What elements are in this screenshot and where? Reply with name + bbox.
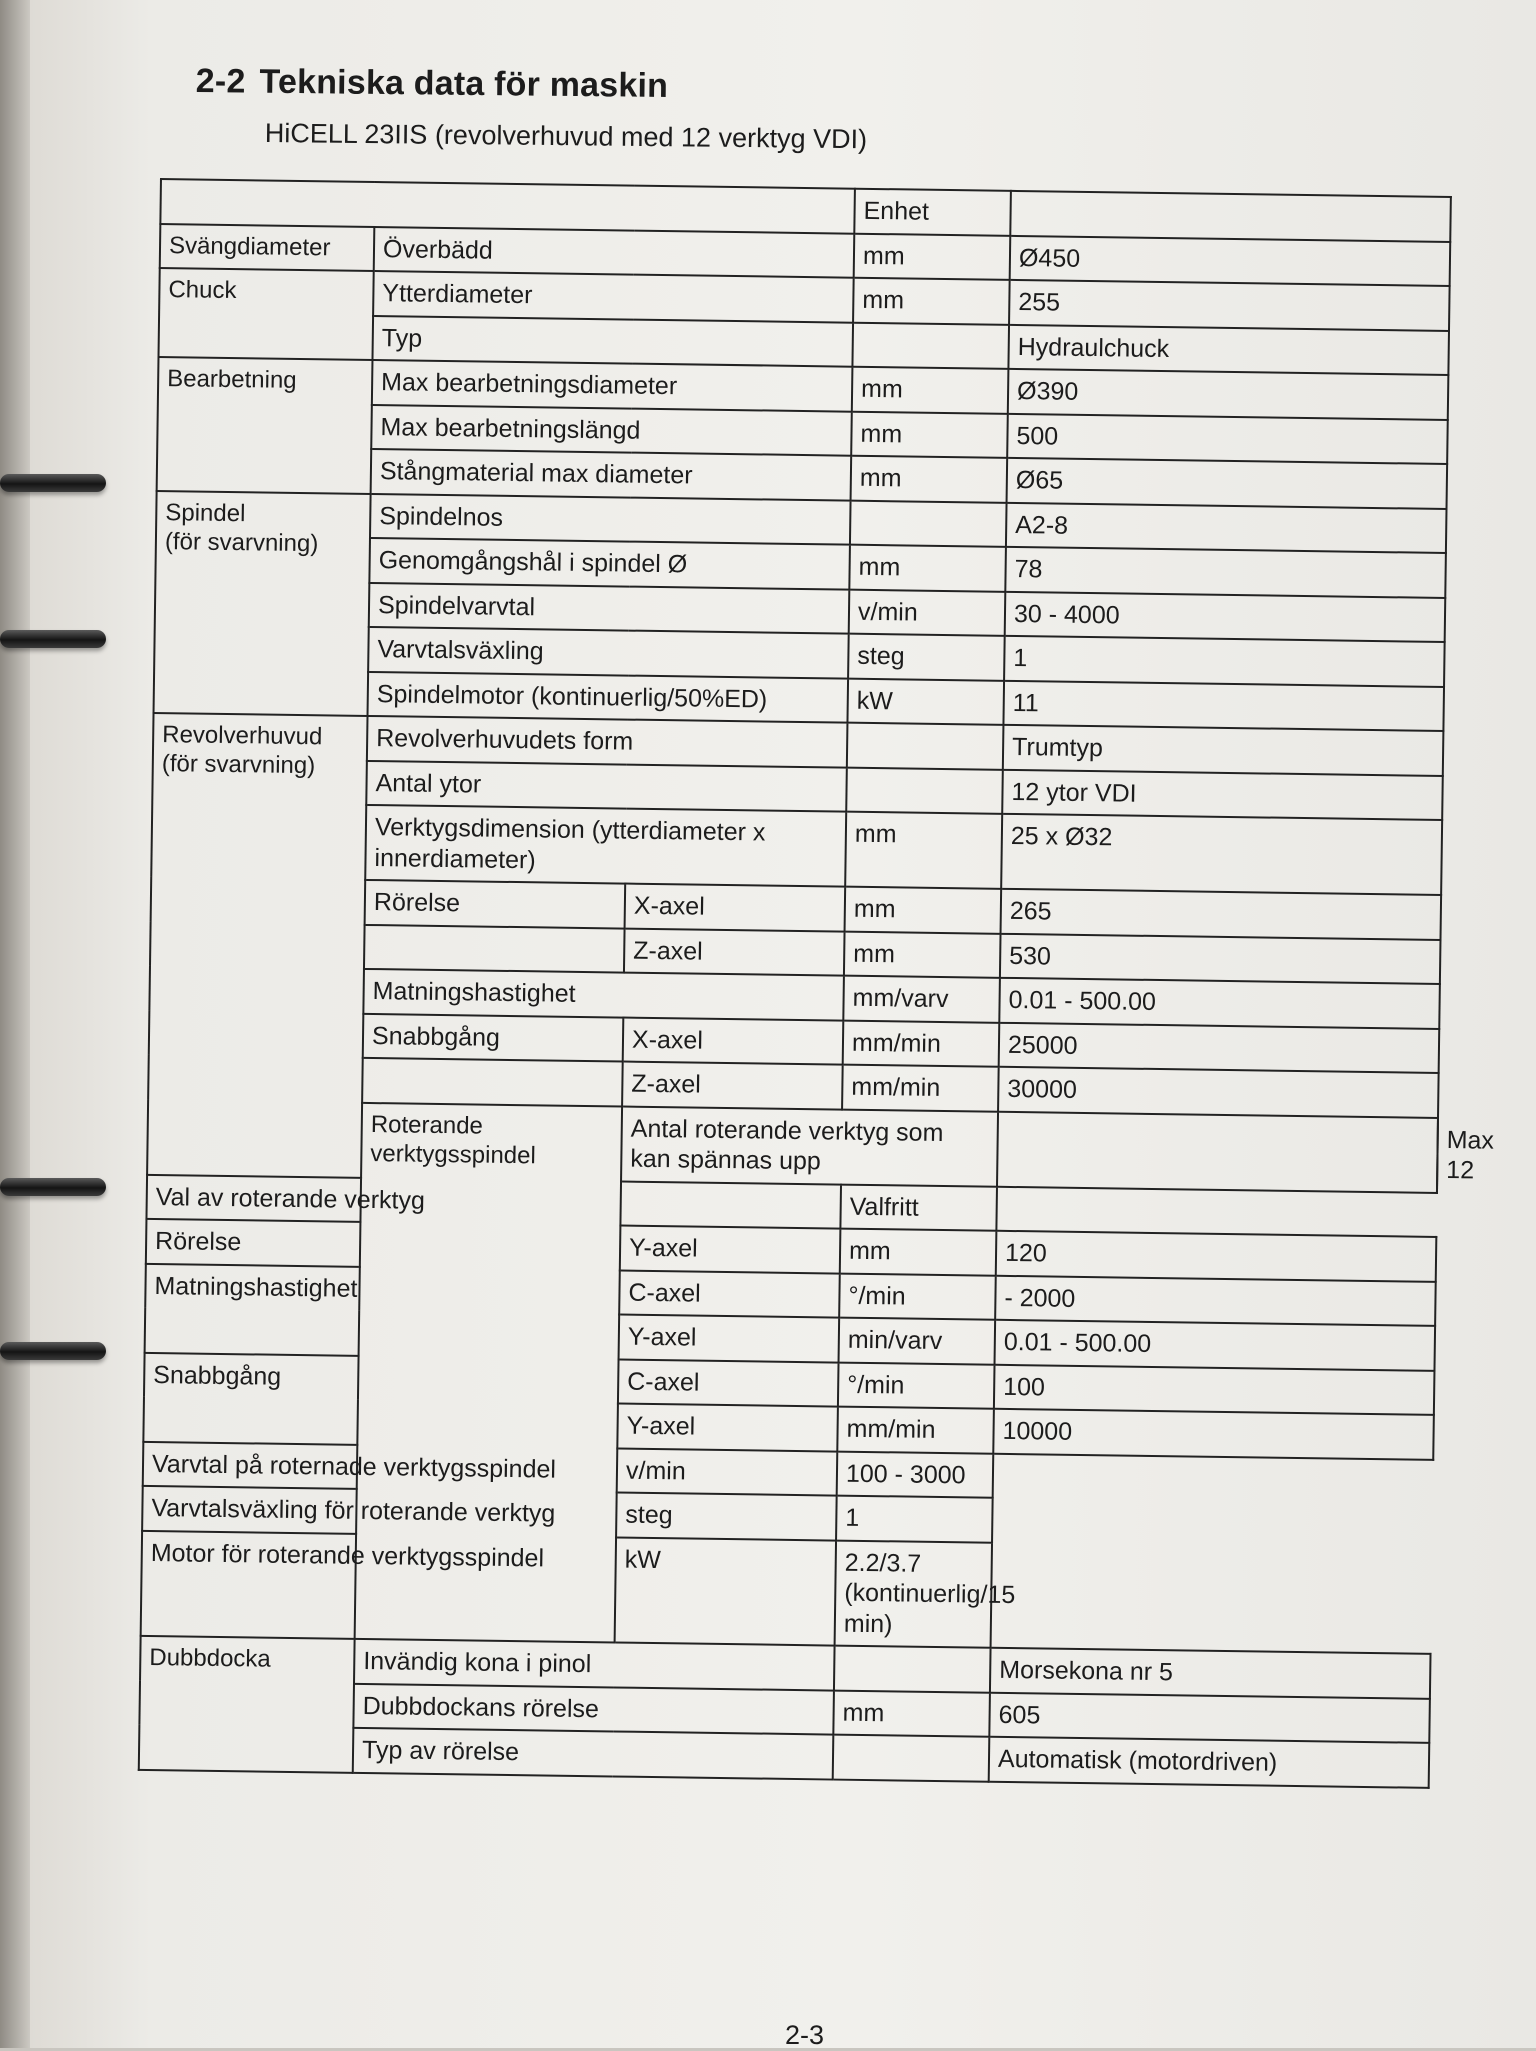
binder-ring bbox=[0, 1178, 106, 1196]
row-unit: mm bbox=[854, 233, 1011, 280]
row-label: Rörelse bbox=[146, 1219, 361, 1266]
unit-header: Enhet bbox=[854, 189, 1011, 236]
row-value: Hydraulchuck bbox=[1008, 324, 1449, 375]
axis-label: C-axel bbox=[618, 1359, 839, 1407]
row-label: Typ bbox=[372, 315, 853, 366]
row-label: Motor för roterande verktygsspindel bbox=[141, 1530, 616, 1642]
machine-model: HiCELL 23IIS (revolverhuvud med 12 verktyg VDI) bbox=[264, 118, 868, 155]
category-label-line2: verktygsspindel bbox=[370, 1139, 536, 1170]
category-label: Spindel bbox=[165, 498, 246, 527]
row-unit bbox=[620, 1181, 841, 1229]
section-heading bbox=[196, 62, 669, 106]
row-label: Antal roterande verktyg som kan spännas upp bbox=[621, 1106, 998, 1186]
row-label: Spindelmotor (kontinuerlig/50%ED) bbox=[368, 671, 849, 722]
row-label: Max bearbetningslängd bbox=[371, 404, 852, 455]
row-unit: v/min bbox=[849, 589, 1006, 636]
row-value: 100 - 3000 bbox=[837, 1451, 994, 1498]
row-label: Genomgångshål i spindel Ø bbox=[369, 538, 850, 589]
row-unit: mm bbox=[851, 456, 1008, 503]
row-unit: °/min bbox=[838, 1362, 995, 1409]
row-unit: kW bbox=[847, 678, 1004, 725]
category-label: Roterande bbox=[370, 1110, 484, 1140]
row-value: 12 ytor VDI bbox=[1002, 769, 1443, 820]
row-unit: steg bbox=[616, 1493, 837, 1541]
row-label: Varvtal på roternade verktygsspindel bbox=[143, 1441, 618, 1492]
axis-label: Y-axel bbox=[617, 1404, 838, 1452]
binder-spine bbox=[0, 0, 34, 2048]
row-unit: mm/min bbox=[837, 1407, 994, 1454]
row-unit: steg bbox=[848, 634, 1005, 681]
row-label: Antal ytor bbox=[366, 760, 847, 811]
row-label: Snabbgång bbox=[363, 1013, 624, 1061]
row-label: Stångmaterial max diameter bbox=[371, 449, 852, 500]
row-unit: mm bbox=[849, 545, 1006, 592]
row-unit: min/varv bbox=[839, 1318, 996, 1365]
section-number: 2-2 bbox=[195, 62, 246, 101]
category-sublabel: (för svarvning) bbox=[164, 527, 319, 558]
row-unit: mm bbox=[844, 931, 1001, 978]
row-value: 30000 bbox=[998, 1067, 1439, 1118]
row-value: 1 bbox=[1004, 636, 1445, 687]
row-label: Verktygsdimension (ytterdiameter x innerdiameter) bbox=[365, 805, 846, 887]
row-label: Varvtalsväxling för roterande verktyg bbox=[142, 1486, 617, 1537]
row-unit: mm bbox=[840, 1229, 997, 1276]
row-label: Rörelse bbox=[365, 880, 626, 928]
row-label: Invändig kona i pinol bbox=[354, 1639, 835, 1690]
row-unit bbox=[847, 723, 1004, 770]
row-value: 10000 bbox=[993, 1409, 1434, 1460]
row-unit: mm bbox=[845, 887, 1002, 934]
category-bearbetning: Bearbetning bbox=[157, 357, 373, 493]
row-value: 100 bbox=[994, 1364, 1435, 1415]
table-cell bbox=[1010, 191, 1451, 242]
row-label: Snabbgång bbox=[143, 1352, 358, 1444]
row-value: 2.2/3.7 (kontinuerlig/15 min) bbox=[835, 1540, 992, 1648]
row-value: 0.01 - 500.00 bbox=[999, 978, 1440, 1029]
row-label: Matningshastighet bbox=[145, 1263, 360, 1355]
row-value: - 2000 bbox=[995, 1275, 1436, 1326]
category-revolverhuvud bbox=[147, 713, 367, 1177]
row-label: Max bearbetningsdiameter bbox=[372, 360, 853, 411]
row-unit: v/min bbox=[617, 1448, 838, 1496]
row-value: 605 bbox=[989, 1692, 1430, 1743]
row-unit: mm bbox=[833, 1690, 990, 1737]
row-unit: kW bbox=[615, 1537, 836, 1646]
row-unit bbox=[834, 1646, 991, 1693]
category-spindel bbox=[154, 490, 371, 715]
row-value: 120 bbox=[996, 1231, 1437, 1282]
category-sublabel: (för svarvning) bbox=[161, 750, 316, 780]
axis-label: Z-axel bbox=[624, 928, 845, 976]
row-value: 500 bbox=[1007, 413, 1448, 464]
row-value: Ø65 bbox=[1007, 458, 1448, 509]
row-unit: mm/varv bbox=[843, 976, 1000, 1023]
category-chuck: Chuck bbox=[159, 268, 374, 360]
page-number: 2-3 bbox=[785, 2020, 825, 2050]
row-value: 255 bbox=[1009, 280, 1450, 331]
row-unit bbox=[833, 1735, 990, 1782]
row-value: 265 bbox=[1001, 889, 1442, 940]
table-cell bbox=[362, 1058, 623, 1106]
row-label: Val av roterande verktyg bbox=[146, 1174, 621, 1225]
row-label: Spindelvarvtal bbox=[369, 582, 850, 633]
row-unit: mm bbox=[852, 367, 1009, 414]
binder-ring bbox=[0, 1342, 106, 1360]
row-value: Automatisk (motordriven) bbox=[989, 1737, 1430, 1788]
binder-ring bbox=[0, 474, 106, 492]
category-label: Revolverhuvud bbox=[162, 721, 323, 751]
row-unit: mm/min bbox=[842, 1065, 999, 1112]
axis-label: Z-axel bbox=[622, 1062, 843, 1110]
row-label: Spindelnos bbox=[370, 493, 851, 544]
row-value: A2-8 bbox=[1006, 502, 1447, 553]
table-row bbox=[141, 1530, 1432, 1654]
row-value: 25000 bbox=[999, 1022, 1440, 1073]
row-unit: mm bbox=[845, 812, 1002, 889]
category-svangdiameter: Svängdiameter bbox=[160, 224, 375, 271]
row-value: 25 x Ø32 bbox=[1001, 814, 1442, 895]
row-label: Revolverhuvudets form bbox=[367, 716, 848, 767]
row-unit: mm/min bbox=[843, 1020, 1000, 1067]
row-value: Ø390 bbox=[1008, 369, 1449, 420]
row-value: Morsekona nr 5 bbox=[990, 1648, 1431, 1699]
section-title: Tekniska data för maskin bbox=[259, 62, 669, 105]
axis-label: Y-axel bbox=[620, 1226, 841, 1274]
row-label: Typ av rörelse bbox=[353, 1728, 834, 1779]
row-unit bbox=[852, 322, 1009, 369]
axis-label: X-axel bbox=[623, 1017, 844, 1065]
row-label: Matningshastighet bbox=[363, 969, 844, 1020]
row-unit bbox=[846, 767, 1003, 814]
row-unit: mm bbox=[853, 278, 1010, 325]
axis-label: Y-axel bbox=[619, 1315, 840, 1363]
axis-label: X-axel bbox=[625, 884, 846, 932]
row-unit bbox=[850, 500, 1007, 547]
row-value: Valfritt bbox=[840, 1184, 997, 1231]
row-label: Varvtalsväxling bbox=[368, 627, 849, 678]
row-value: 0.01 - 500.00 bbox=[995, 1320, 1436, 1371]
category-dubbdocka: Dubbdocka bbox=[139, 1636, 355, 1772]
row-unit: mm bbox=[851, 411, 1008, 458]
row-value: Trumtyp bbox=[1003, 725, 1444, 776]
table-cell bbox=[364, 924, 625, 972]
row-label: Dubbdockans rörelse bbox=[353, 1683, 834, 1734]
row-label: Överbädd bbox=[374, 226, 855, 277]
row-label: Ytterdiameter bbox=[373, 271, 854, 322]
row-unit bbox=[997, 1111, 1438, 1192]
row-value: 530 bbox=[1000, 933, 1441, 984]
row-unit: °/min bbox=[839, 1273, 996, 1320]
spec-table-wrapper bbox=[138, 178, 1452, 1788]
row-value: 78 bbox=[1005, 547, 1446, 598]
row-value: 30 - 4000 bbox=[1005, 591, 1446, 642]
axis-label: C-axel bbox=[619, 1270, 840, 1318]
row-value: 11 bbox=[1003, 680, 1444, 731]
row-value: Ø450 bbox=[1010, 235, 1451, 286]
spec-table bbox=[138, 178, 1452, 1788]
row-value: 1 bbox=[836, 1496, 993, 1543]
binder-ring bbox=[0, 630, 106, 648]
